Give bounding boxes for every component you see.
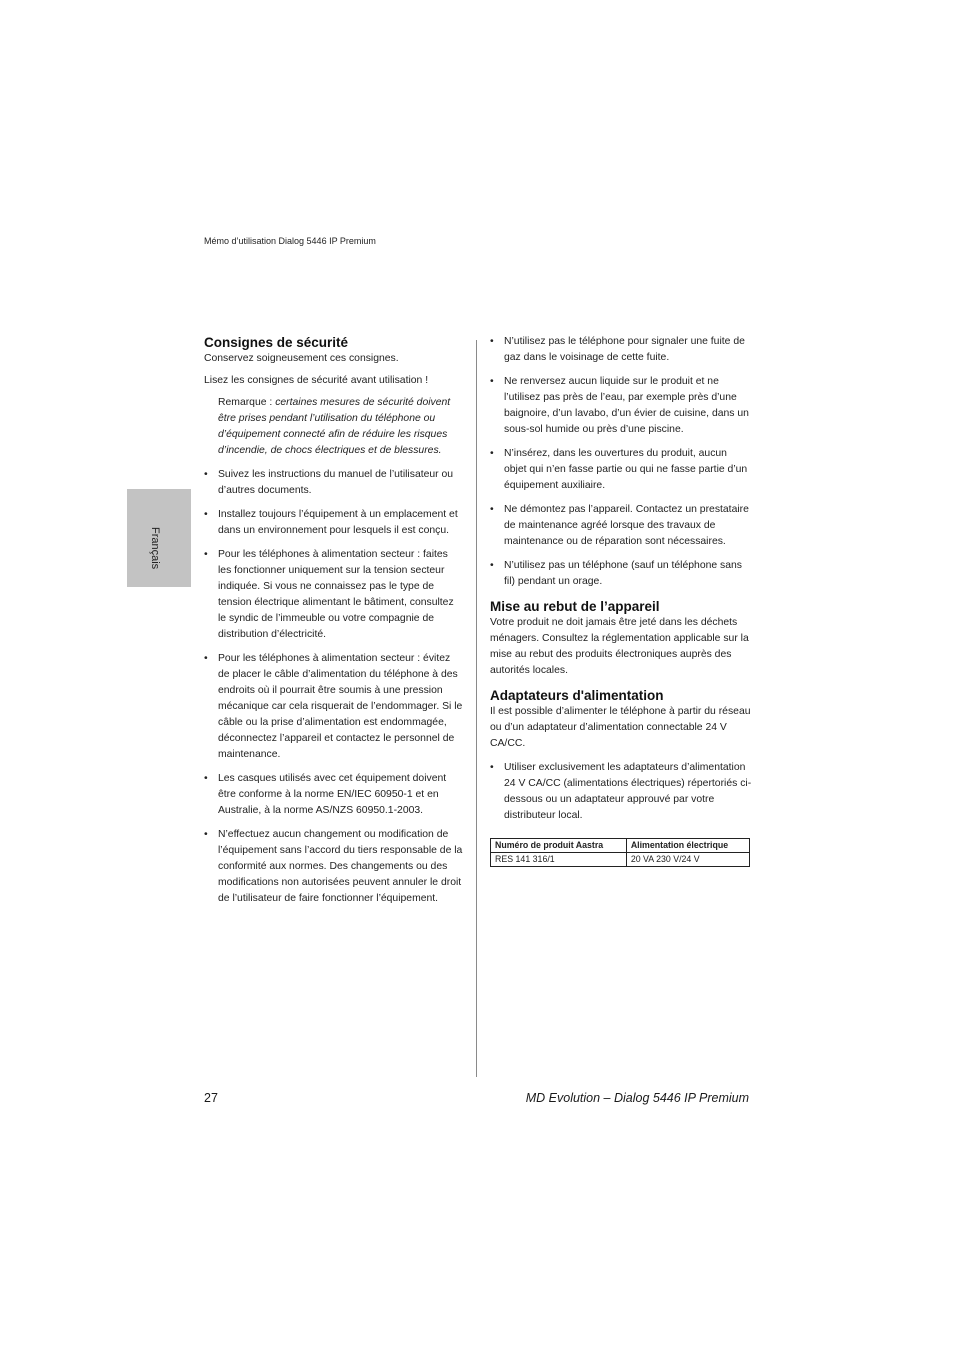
left-column bbox=[204, 334, 464, 915]
list-item: • Ne démontez pas l’appareil. Contactez un prestataire de maintenance agréé lorsque des travaux de maintenance ou de réparation sont nécessaires. bbox=[490, 504, 749, 547]
list-item: • Installez toujours l’équipement à un emplacement et dans un environnement pour lesquels il est conçu. bbox=[204, 509, 458, 536]
adapter-table bbox=[490, 838, 750, 867]
list-item: • Pour les téléphones à alimentation secteur : évitez de placer le câble d’alimentation du téléphone à des endroits où il pourrait être soumis à une pression mécanique car cela risquerait de l’endommager. Si le câble ou la prise d’alimentation est endommagée, déconnectez l’appareil et contactez le personnel de maintenance. bbox=[204, 653, 463, 760]
list-item: • Utiliser exclusivement les adaptateurs d’alimentation 24 V CA/CC (alimentations électriques) répertoriés ci-dessous ou un adaptateur approuvé par votre distributeur local. bbox=[490, 762, 752, 821]
page-number: 27 bbox=[204, 1091, 218, 1105]
disposal-section bbox=[490, 598, 752, 679]
list-item: • Les casques utilisés avec cet équipement doivent être conforme à la norme EN/IEC 60950-1 et en Australie, à la norme AS/NZS 60950.1-2003. bbox=[204, 773, 447, 816]
column-divider bbox=[476, 340, 477, 1077]
adapters-section bbox=[490, 687, 752, 867]
table-header-product: Numéro de produit Aastra bbox=[491, 839, 627, 853]
adapters-text: Il est possible d’alimenter le téléphone à partir du réseau ou d’un adaptateur d’alimentation connectable 24 V CA/CC. bbox=[490, 706, 751, 749]
list-item: • N’effectuez aucun changement ou modification de l’équipement sans l’accord du tiers responsable de la conformité aux normes. Des changements ou des modifications non autorisées peuvent annuler le droit de l’utilisateur de faire fonctionner l’équipement. bbox=[204, 829, 463, 904]
language-tab bbox=[127, 489, 191, 587]
disposal-heading: Mise au rebut de l’appareil bbox=[490, 599, 660, 614]
list-item: • N’utilisez pas un téléphone (sauf un téléphone sans fil) pendant un orage. bbox=[490, 560, 742, 587]
safety-heading: Consignes de sécurité bbox=[204, 335, 349, 350]
list-item: • Ne renversez aucun liquide sur le produit et ne l’utilisez pas près de l’eau, par exemple près d’une baignoire, d’un lavabo, d’un évier de cuisine, dans un sous-sol humide ou près d’une piscine. bbox=[490, 376, 749, 435]
running-header: Mémo d’utilisation Dialog 5446 IP Premium bbox=[204, 236, 376, 246]
language-tab-label: Français bbox=[149, 527, 161, 570]
list-item: • Suivez les instructions du manuel de l’utilisateur ou d’autres documents. bbox=[204, 469, 454, 496]
remark-label: Remarque : bbox=[218, 397, 273, 408]
table-row bbox=[491, 853, 750, 867]
adapters-list bbox=[490, 760, 752, 824]
footer-title: MD Evolution – Dialog 5446 IP Premium bbox=[525, 1091, 749, 1105]
safety-intro-2: Lisez les consignes de sécurité avant utilisation ! bbox=[204, 375, 429, 386]
table-cell-power: 20 VA 230 V/24 V bbox=[626, 853, 749, 867]
adapters-heading: Adaptateurs d'alimentation bbox=[490, 688, 664, 703]
safety-remark bbox=[204, 395, 464, 459]
table-cell-product: RES 141 316/1 bbox=[491, 853, 627, 867]
safety-intro-1: Conservez soigneusement ces consignes. bbox=[204, 353, 399, 364]
safety-list-right bbox=[490, 334, 752, 590]
disposal-text: Votre produit ne doit jamais être jeté dans les déchets ménagers. Consultez la réglementation applicable sur la mise au rebut des produits électroniques auprès des autorités locales. bbox=[490, 617, 749, 676]
list-item: • Pour les téléphones à alimentation secteur : faites les fonctionner uniquement sur la tension secteur indiquée. Si vous ne connaissez pas le type de tension électrique alimentant le bâtiment, consultez le syndic de l’immeuble ou votre compagnie de distribution d’électricité. bbox=[204, 549, 454, 640]
list-item: • N’utilisez pas le téléphone pour signaler une fuite de gaz dans le voisinage de cette fuite. bbox=[490, 336, 745, 363]
remark-text: certaines mesures de sécurité doivent être prises pendant l’utilisation du téléphone ou d’équipement connecté afin de réduire les risques d’incendie, de chocs électriques et de blessures. bbox=[218, 397, 451, 456]
safety-list-left bbox=[204, 467, 464, 907]
table-header-power: Alimentation électrique bbox=[626, 839, 749, 853]
right-column bbox=[490, 334, 752, 867]
list-item: • N’insérez, dans les ouvertures du produit, aucun objet qui n’en fasse partie ou qui ne fasse partie d’un équipement auxiliaire. bbox=[490, 448, 748, 491]
